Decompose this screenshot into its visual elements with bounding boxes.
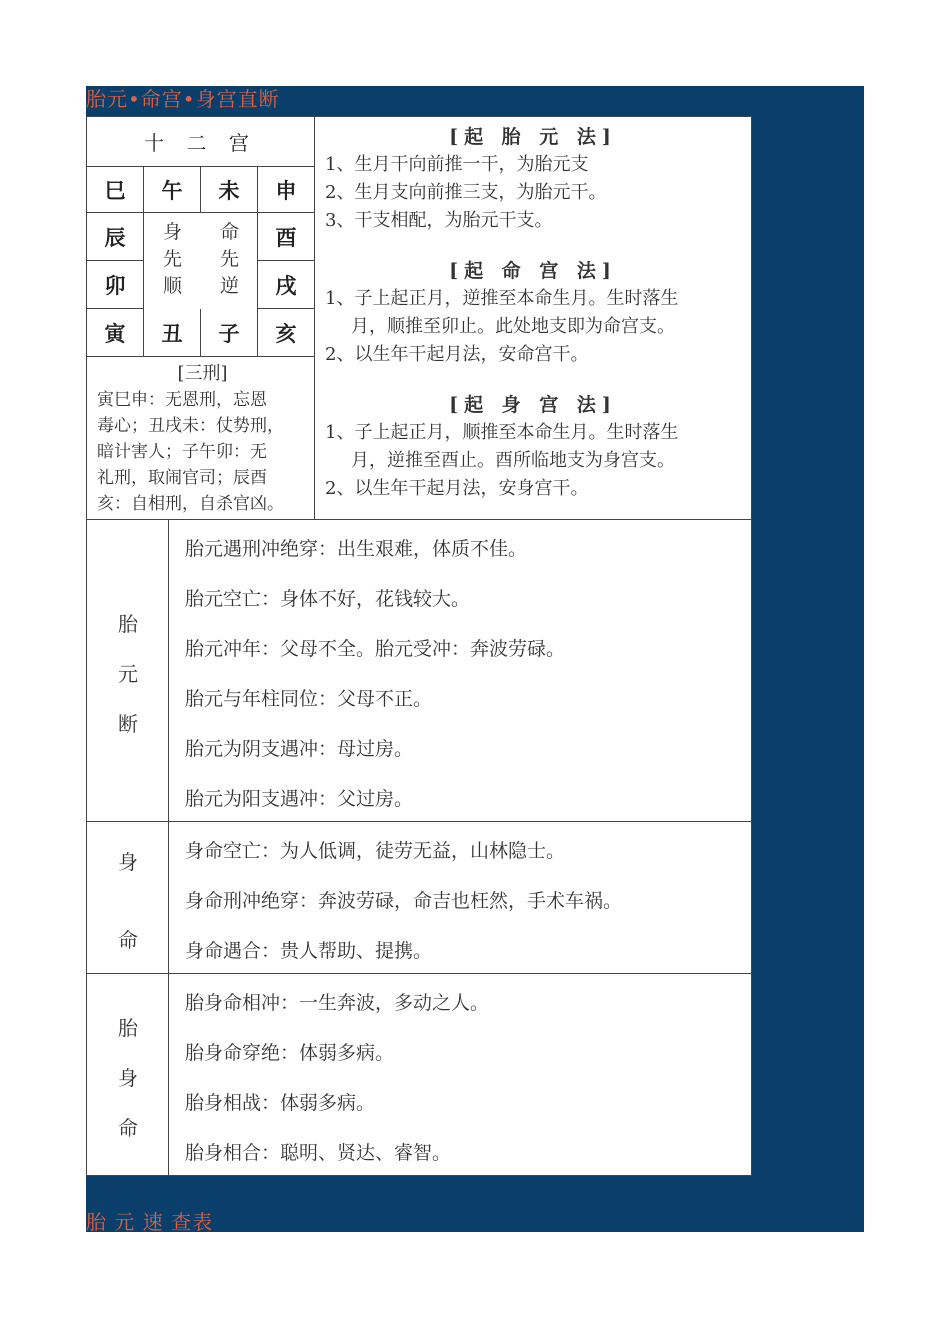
label-char: 身 xyxy=(118,850,138,874)
label-char: 命 xyxy=(118,1116,138,1140)
inner-text: 先 xyxy=(219,248,239,270)
san-xing-line: 寅巳申：无恩刑，忘恩 xyxy=(97,390,267,410)
judgement-line: 胎元遇刑冲绝穿：出生艰难，体质不佳。 xyxy=(185,538,528,560)
label-char: 命 xyxy=(118,928,138,952)
methods-column xyxy=(315,117,751,519)
method-line: 2、以生年干起月法，安身宫干。 xyxy=(325,478,589,499)
inner-right-column xyxy=(201,219,258,300)
section-label xyxy=(87,974,169,1175)
palace-zi: 子 xyxy=(201,309,258,357)
judgement-line: 身命空亡：为人低调，徒劳无益，山林隐士。 xyxy=(185,840,566,862)
section-label xyxy=(87,520,169,821)
judgement-line: 胎元与年柱同位：父母不正。 xyxy=(185,688,433,710)
judgement-line: 胎元空亡：身体不好，花钱较大。 xyxy=(185,588,471,610)
shenming-judgement-section xyxy=(87,821,751,973)
judgement-line: 身命刑冲绝穿：奔波劳碌，命吉也枉然，手术车祸。 xyxy=(185,890,623,912)
inner-text: 逆 xyxy=(219,275,239,297)
judgement-line: 胎元冲年：父母不全。胎元受冲：奔波劳碌。 xyxy=(185,638,566,660)
judgement-line: 胎身命穿绝：体弱多病。 xyxy=(185,1042,395,1064)
palace-wu: 午 xyxy=(144,167,201,213)
palace-yin: 寅 xyxy=(87,309,144,357)
minggong-method-title: [起 命 宫 法] xyxy=(449,260,617,282)
label-char: 胎 xyxy=(118,1016,138,1040)
label-char: 胎 xyxy=(118,612,138,636)
san-xing-note xyxy=(87,357,315,519)
palace-shen: 申 xyxy=(258,167,315,213)
inner-text: 身 xyxy=(162,221,182,243)
method-line: 2、生月支向前推三支，为胎元干。 xyxy=(325,182,607,203)
san-xing-line: 毒心；丑戌未：仗势刑， xyxy=(97,416,284,436)
method-line: 1、子上起正月，顺推至本命生月。生时落生 xyxy=(325,422,679,443)
method-line: 1、子上起正月，逆推至本命生月。生时落生 xyxy=(325,288,679,309)
method-line: 3、干支相配，为胎元干支。 xyxy=(325,210,553,231)
san-xing-line: 暗计害人；子午卯：无 xyxy=(97,442,267,462)
palace-wei: 未 xyxy=(201,167,258,213)
grid-center xyxy=(144,213,258,309)
san-xing-line: 礼刑，取闹官司；辰酉 xyxy=(97,468,267,488)
taiyuan-method-title: [起 胎 元 法] xyxy=(449,126,617,148)
san-xing-title: [三刑] xyxy=(177,363,228,384)
grid-title: 十 二 宫 xyxy=(87,117,315,167)
method-line: 月，逆推至酉止。酉所临地支为身宫支。 xyxy=(351,450,675,471)
palace-xu: 戌 xyxy=(258,261,315,309)
judgement-line: 胎元为阴支遇冲：母过房。 xyxy=(185,738,414,760)
judgement-line: 胎身相合：聪明、贤达、睿智。 xyxy=(185,1142,452,1164)
palace-chen: 辰 xyxy=(87,213,144,261)
palace-chou: 丑 xyxy=(144,309,201,357)
label-char: 断 xyxy=(118,712,138,736)
inner-left-column xyxy=(144,219,201,300)
palace-mao: 卯 xyxy=(87,261,144,309)
method-line: 1、生月干向前推一干，为胎元支 xyxy=(325,154,589,175)
taiyuan-judgement-section xyxy=(87,519,751,821)
shengong-method-title: [起 身 宫 法] xyxy=(449,394,617,416)
palace-hai: 亥 xyxy=(258,309,315,357)
twelve-palace-grid xyxy=(87,117,315,519)
content-sheet xyxy=(86,116,752,1176)
taishenming-judgement-section xyxy=(87,973,751,1175)
inner-text: 命 xyxy=(219,221,239,243)
inner-text: 先 xyxy=(162,248,182,270)
label-char: 身 xyxy=(118,1066,138,1090)
table-section-title: 胎 元 速 查表 xyxy=(86,1210,214,1234)
san-xing-line: 亥：自相刑，自杀官凶。 xyxy=(97,494,284,514)
palace-you: 酉 xyxy=(258,213,315,261)
palace-si: 巳 xyxy=(87,167,144,213)
judgement-line: 胎身命相冲：一生奔波，多动之人。 xyxy=(185,992,490,1014)
inner-text: 顺 xyxy=(162,275,182,297)
method-line: 月，顺推至卯止。此处地支即为命宫支。 xyxy=(351,316,675,337)
page-title: 胎元•命宫•身宫直断 xyxy=(86,87,280,111)
method-line: 2、以生年干起月法，安命宫干。 xyxy=(325,344,589,365)
label-char: 元 xyxy=(118,662,138,686)
judgement-line: 胎元为阳支遇冲：父过房。 xyxy=(185,788,414,810)
judgement-line: 胎身相战：体弱多病。 xyxy=(185,1092,376,1114)
judgement-line: 身命遇合：贵人帮助、提携。 xyxy=(185,940,433,962)
section-label xyxy=(87,822,169,973)
